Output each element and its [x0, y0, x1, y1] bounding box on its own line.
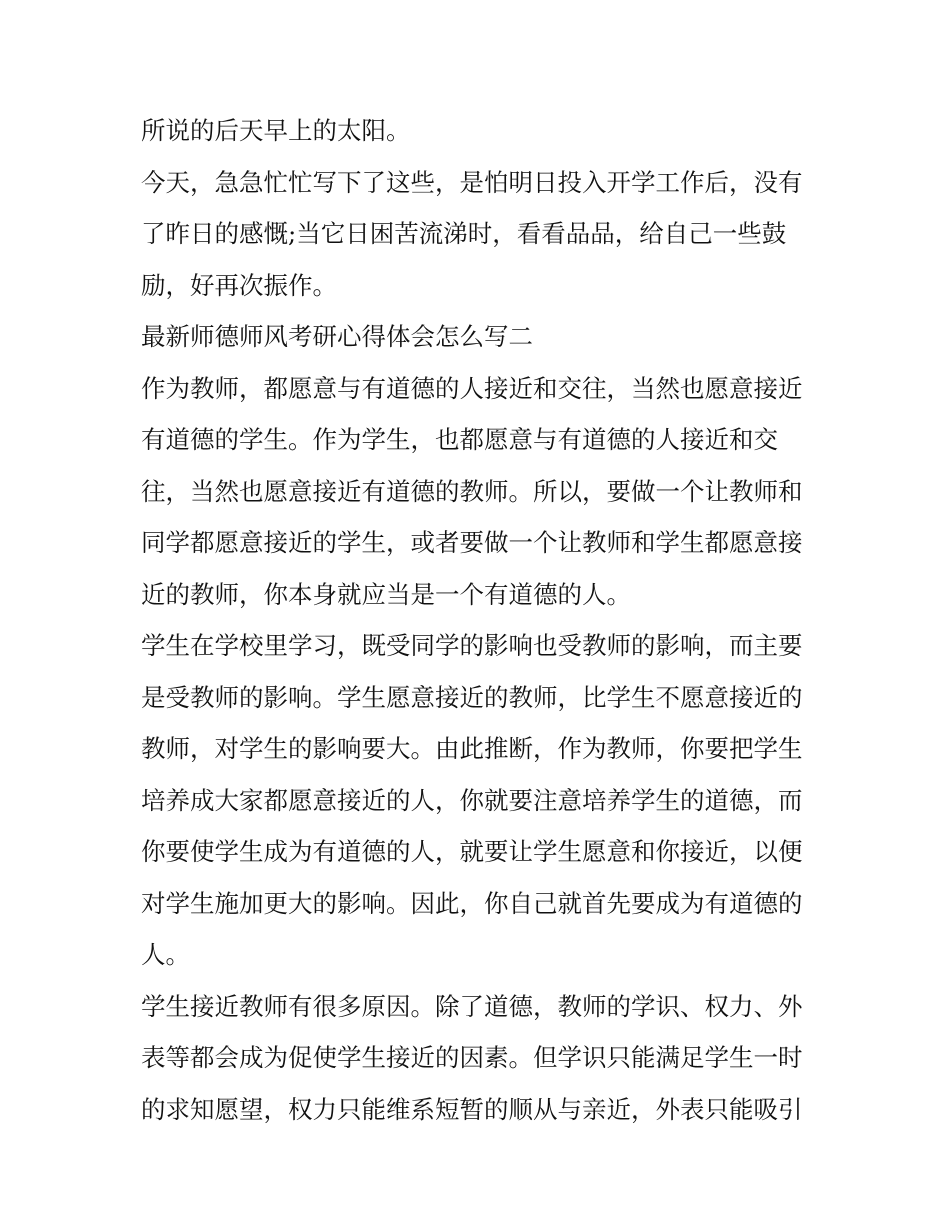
text-line: 有道德的学生。作为学生，也都愿意与有道德的人接近和交 — [141, 425, 778, 454]
text-line: 人。 — [141, 940, 190, 969]
text-line: 是受教师的影响。学生愿意接近的教师，比学生不愿意接近的 — [141, 682, 803, 712]
text-line: 对学生施加更大的影响。因此，你自己就首先要成为有道德的 — [141, 888, 803, 918]
text-line: 培养成大家都愿意接近的人，你就要注意培养学生的道德，而 — [141, 785, 803, 815]
text-line: 教师，对学生的影响要大。由此推断，作为教师，你要把学生 — [141, 734, 803, 763]
text-line: 作为教师，都愿意与有道德的人接近和交往，当然也愿意接近 — [141, 373, 803, 403]
text-line: 学生在学校里学习，既受同学的影响也受教师的影响，而主要 — [141, 631, 803, 660]
document-body — [141, 105, 821, 1135]
text-line: 你要使学生成为有道德的人，就要让学生愿意和你接近，以便 — [141, 837, 803, 866]
text-line: 表等都会成为促使学生接近的因素。但学识只能满足学生一时 — [141, 1043, 803, 1072]
text-line: 励，好再次振作。 — [141, 270, 337, 300]
text-line: 学生接近教师有很多原因。除了道德，教师的学识、权力、外 — [141, 991, 803, 1021]
text-line: 往，当然也愿意接近有道德的教师。所以，要做一个让教师和 — [141, 476, 803, 506]
section-heading: 最新师德师风考研心得体会怎么写二 — [141, 322, 533, 351]
text-line: 近的教师，你本身就应当是一个有道德的人。 — [141, 579, 631, 609]
text-line: 同学都愿意接近的学生，或者要做一个让教师和学生都愿意接 — [141, 528, 803, 557]
text-line: 的求知愿望，权力只能维系短暂的顺从与亲近，外表只能吸引 — [141, 1094, 803, 1124]
text-line: 所说的后天早上的太阳。 — [141, 116, 411, 145]
text-line: 今天，急急忙忙写下了这些，是怕明日投入开学工作后，没有 — [141, 167, 803, 197]
text-line: 了昨日的感慨;当它日困苦流涕时，看看品品，给自己一些鼓 — [141, 219, 787, 248]
